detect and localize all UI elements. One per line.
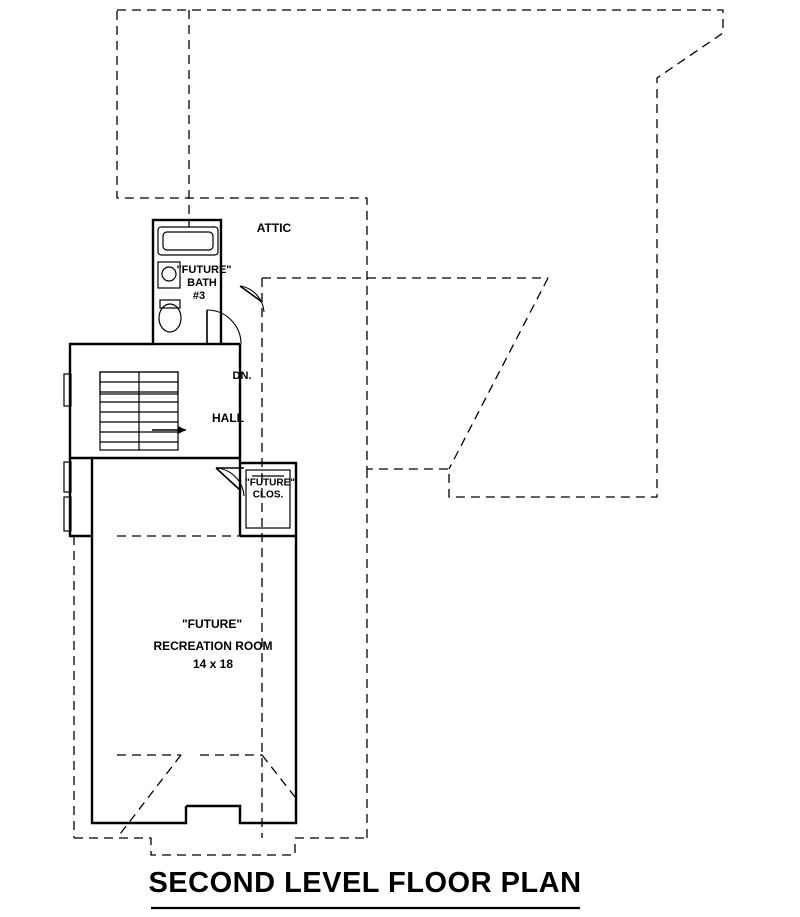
plan-labels (153, 221, 295, 671)
label-rec-room-1: "FUTURE" (181, 617, 243, 632)
label-future-closet-2: CLOS. (252, 489, 284, 501)
label-future-bath-1: "FUTURE" (176, 263, 232, 276)
label-future-closet-1: "FUTURE" (244, 477, 296, 489)
label-future-bath-3: #3 (192, 289, 206, 302)
label-future-bath-2: BATH (187, 276, 217, 289)
plan-title-group (148, 867, 581, 908)
label-down-stairs: DN. (232, 369, 252, 382)
door-attic (240, 286, 262, 302)
label-rec-room-dimensions: 14 x 18 (192, 657, 234, 672)
label-hall: HALL (212, 411, 244, 426)
label-attic: ATTIC (256, 221, 292, 236)
label-rec-room-2: RECREATION ROOM (153, 639, 273, 654)
bathtub-icon (158, 227, 218, 255)
plan-title: SECOND LEVEL FLOOR PLAN (148, 867, 582, 899)
